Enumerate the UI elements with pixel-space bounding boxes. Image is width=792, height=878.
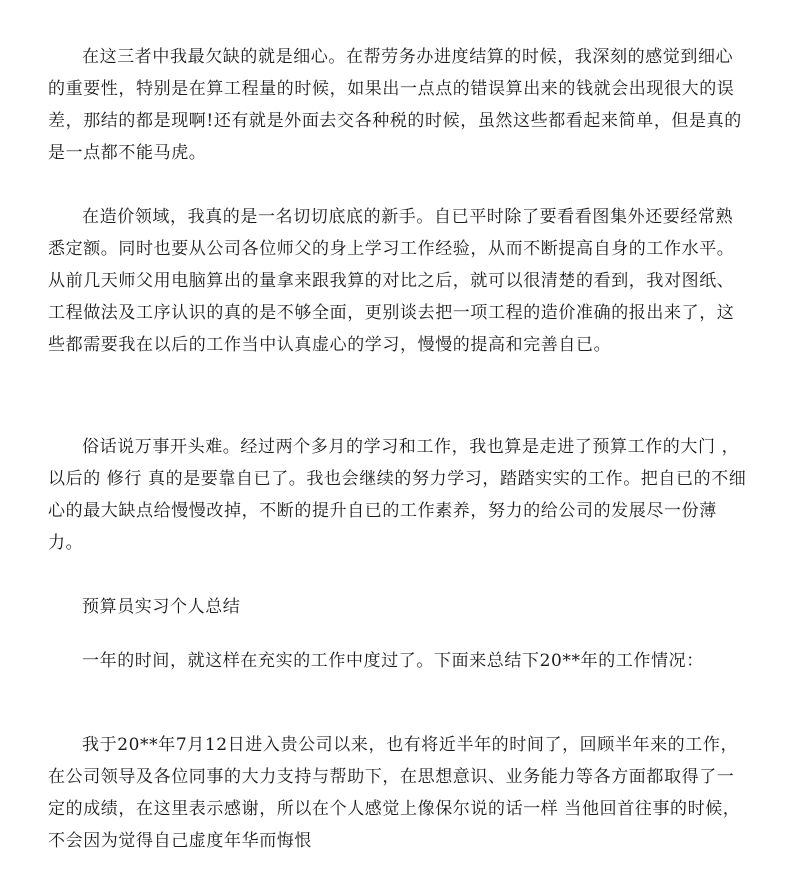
section-heading: 预算员实习个人总结 [82, 597, 241, 617]
paragraph-beginning: 俗话说万事开头难。经过两个多月的学习和工作，我也算是走进了预算工作的大门 ，以后的 修行 真的是要靠自已了。我也会继续的努力学习，踏踏实实的工作。把自已的不细心的最大缺点给慢慢改掉，不断的提升自已的工作素养，努力的给公司的发展尽一份薄力。 [48, 437, 747, 553]
paragraph-year-summary: 一年的时间，就这样在充实的工作中度过了。下面来总结下20**年的工作情况： [82, 651, 704, 671]
paragraph-carefulness: 在这三者中我最欠缺的就是细心。在帮劳务办进度结算的时候，我深刻的感觉到细心的重要性，特别是在算工程量的时候，如果出一点点的错误算出来的钱就会出现很大的误差，那结的都是现啊!还有就是外面去交各种税的时候，虽然这些都看起来简单，但是真的是一点都不能马虎。 [48, 47, 742, 163]
paragraph-joining-company: 我于20**年7月12日进入贵公司以来，也有将近半年的时间了，回顾半年来的工作，在公司领导及各位同事的大力支持与帮助下，在思想意识、业务能力等各方面都取得了一定的成绩，在这里表示感谢，所以在个人感觉上像保尔说的话一样 当他回首往事的时候，不会因为觉得自己虚度年华而悔恨 [48, 735, 741, 851]
paragraph-cost-field: 在造价领域，我真的是一名切切底底的新手。自已平时除了要看看图集外还要经常熟悉定额。同时也要从公司各位师父的身上学习工作经验，从而不断提高自身的工作水平。从前几天师父用电脑算出的量拿来跟我算的对比之后，就可以很清楚的看到，我对图纸、工程做法及工序认识的真的是不够全面，更别谈去把一项工程的造价准确的报出来了，这些都需要我在以后的工作当中认真虚心的学习，慢慢的提高和完善自已。 [48, 207, 735, 355]
